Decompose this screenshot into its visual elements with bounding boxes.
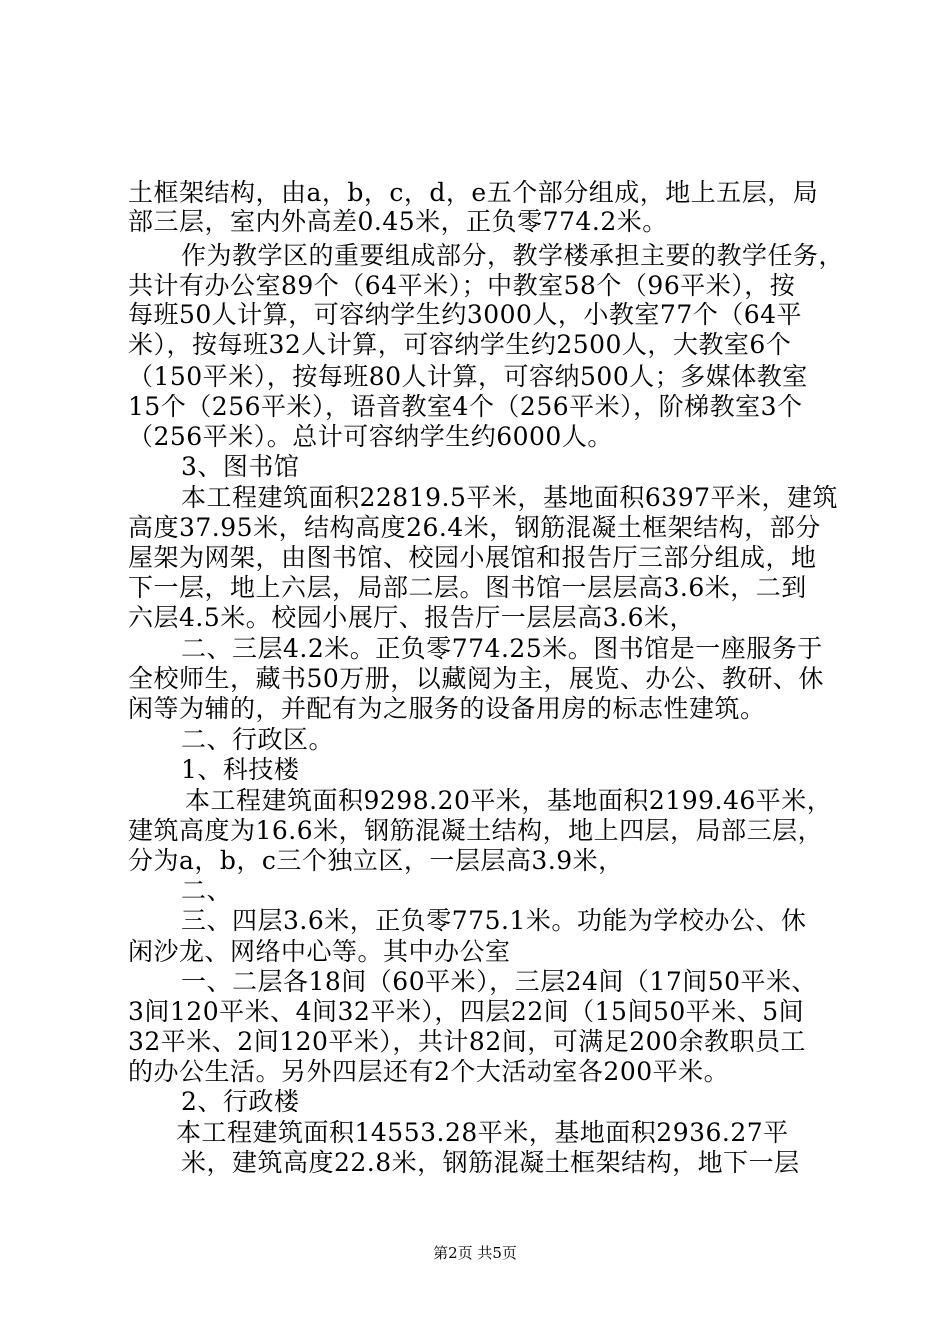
text-line: 的办公生活。另外四层还有2个大活动室各200平米。 [128,1057,730,1086]
text-line: 分为a，b，c三个独立区，一层层高3.9米， [128,846,624,875]
text-line: 32平米、2间120平米），共计82间，可满足200余教职员工 [128,1027,806,1056]
text-line: 15个（256平米），语音教室4个（256平米），阶梯教室3个 [128,392,803,421]
text-line: 部三层，室内外高差0.45米，正负零774.2米。 [128,207,668,236]
text-line: 全校师生，藏书50万册，以藏阅为主，展览、办公、教研、休 [128,664,824,693]
text-line: 六层4.5米。校园小展厅、报告厅一层层高3.6米， [128,603,696,632]
section-heading: 3、图书馆 [181,452,300,481]
text-line: 共计有办公室89个（64平米）；中教室58个（96平米），按 [128,271,796,300]
text-line: 米），按每班32人计算，可容纳学生约2500人，大教室6个 [128,330,792,359]
text-line: 土框架结构，由a，b，c，d，e五个部分组成，地上五层，局 [128,178,819,207]
text-line: 二、三层4.2米。正负零774.25米。图书馆是一座服务于 [181,634,823,663]
text-line: 闲沙龙、网络中心等。其中办公室 [128,937,511,966]
page-number-footer: 第2页 共5页 [433,1244,517,1262]
text-line: 高度37.95米，结构高度26.4米，钢筋混凝土框架结构，部分 [128,513,821,542]
section-heading: 1、科技楼 [181,755,300,784]
text-line: （150平米），按每班80人计算，可容纳500人；多媒体教室 [128,362,808,391]
text-line: （256平米）。总计可容纳学生约6000人。 [128,422,613,451]
text-line: 本工程建筑面积22819.5平米，基地面积6397平米，建筑 [181,483,839,512]
text-line: 一、二层各18间（60平米），三层24间（17间50平米、 [181,967,818,996]
section-heading: 二、行政区。 [181,725,335,754]
text-line: 本工程建筑面积9298.20平米，基地面积2199.46平米， [185,786,833,815]
text-line: 屋架为网架，由图书馆、校园小展馆和报告厅三部分组成，地 [128,543,817,572]
text-line: 二、 [181,876,233,905]
text-line: 下一层，地上六层，局部二层。图书馆一层层高3.6米，二到 [128,573,807,602]
text-line: 三、四层3.6米，正负零775.1米。功能为学校办公、休 [181,906,807,935]
text-line: 本工程建筑面积14553.28平米，基地面积2936.27平 [176,1118,789,1147]
text-line: 3间120平米、4间32平米），四层22间（15间50平米、5间 [128,997,805,1026]
text-line: 闲等为辅的，并配有为之服务的设备用房的标志性建筑。 [128,694,766,723]
section-heading: 2、行政楼 [181,1087,300,1116]
text-line: 建筑高度为16.6米，钢筋混凝土结构，地上四层，局部三层， [128,816,824,845]
text-line: 米，建筑高度22.8米，钢筋混凝土框架结构，地下一层 [181,1148,800,1177]
text-line: 作为教学区的重要组成部分，教学楼承担主要的教学任务， [181,241,845,270]
text-line: 每班50人计算，可容纳学生约3000人，小教室77个（64平 [128,300,803,329]
